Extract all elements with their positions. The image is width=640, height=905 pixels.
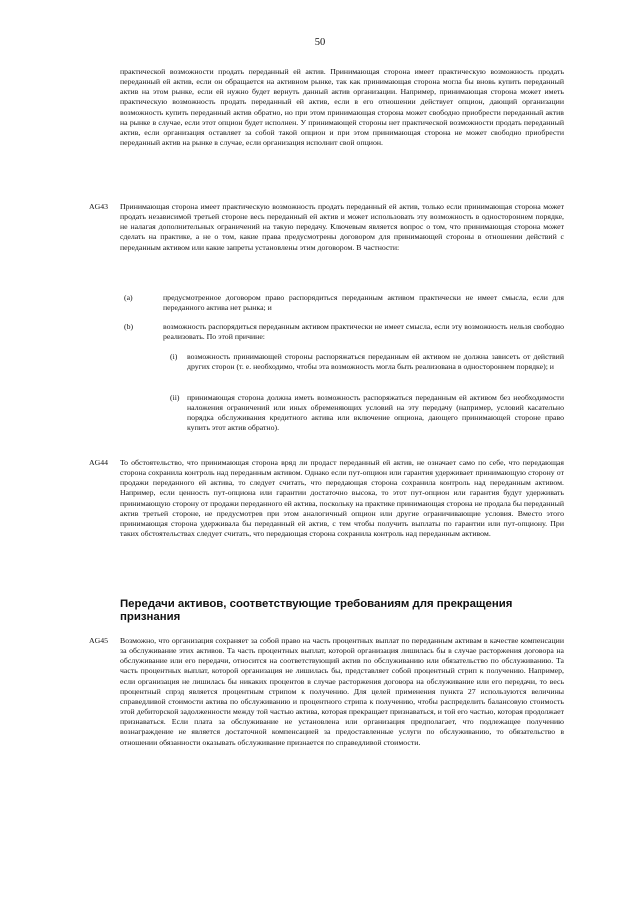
- sublist-item-ii: принимающая сторона должна иметь возможность распоряжаться переданным ей активом без необходимости наложения ограничений или иных обременяющих условий на эту передачу (например, условий касательно порядка обслуживания кредитного актива или включение опциона, дающего принимающей стороне право купить этот актив обратно).: [187, 393, 564, 433]
- sublist-marker-i: (i): [170, 352, 178, 361]
- paragraph-id-ag43: AG43: [89, 202, 109, 211]
- list-item-b: возможность распорядиться переданным активом практически не имеет смысла, если эту возможность нельзя свободно реализовать. По этой причине:: [163, 322, 564, 342]
- paragraph-id-ag45: AG45: [89, 636, 109, 645]
- paragraph-ag43: Принимающая сторона имеет практическую возможность продать переданный ей актив, только если принимающая сторона может продать независимой третьей стороне весь переданный ей актив и может использовать эту возможность в одностороннем порядке, не налагая дополнительных ограничений на такую передачу. Ключевым является вопрос о том, что принимающая сторона может сделать на практике, а не о том, какие права предусмотрены договором для принимающей стороны в отношении действий с переданным активом или какие запреты установлены этим договором. В частности:: [120, 202, 564, 252]
- sublist-marker-ii: (ii): [170, 393, 180, 402]
- sublist-item-i: возможность принимающей стороны распоряжаться переданным ей активом не должна зависеть от действий других сторон (т. е. необходимо, чтобы эта возможность могла быть реализована в одностороннем порядке); и: [187, 352, 564, 372]
- page-number: 50: [314, 37, 326, 48]
- paragraph-ag45: Возможно, что организация сохраняет за собой право на часть процентных выплат по переданным активам в качестве компенсации за обслуживание этих активов. Та часть процентных выплат, которой организация лишилась бы в случае расторжения договора на обслуживание или его передачи, относится на соответствующий актив по обслуживанию или обязательство по обслуживанию. Та часть процентных выплат, которой организация не лишилась бы, представляет собой процентный стрип к получению. Например, если организация не лишилась бы никаких процентов в случае расторжения договора на обслуживание или его передачи, то весь процентный спрэд является процентным стрипом к получению. Для целей применения пункта 27 используются величины справедливой стоимости актива по обслуживанию и процентного стрипа к получению, чтобы распределить балансовую стоимость этой дебиторской задолженности между той частью актива, которая прекращает признаваться, и той его частью, которая продолжает признаваться. Если плата за обслуживание не установлена или организация предполагает, что подлежащее получению вознаграждение не является достаточной компенсацией за предоставленные услуги по обслуживанию, то обязательство в отношении обязанности оказывать обслуживание признается по справедливой стоимости.: [120, 636, 564, 747]
- paragraph-ag44: То обстоятельство, что принимающая сторона вряд ли продаст переданный ей актив, не означает само по себе, что передающая сторона сохранила контроль над переданным активом. Однако если пут-опцион или гарантия удерживает принимающую сторону от продажи переданного ей актива, то следует считать, что передающая сторона сохранила контроль над переданным активом. Например, если ценность пут-опциона или гарантии достаточно высока, то этот пут-опцион или гарантия будут удерживать принимающую сторону от продажи переданного ей актива, поскольку на практике принимающая сторона не продала бы переданный актив третьей стороне, не предусмотрев при этом аналогичный опцион или другие ограничивающие условия. Вместо этого принимающая сторона удерживала бы переданный ей актив, с тем чтобы получить выплаты по гарантии или пут-опциону. При таких обстоятельствах следует считать, что передающая сторона сохранила контроль над переданным активом.: [120, 458, 564, 539]
- intro-paragraph: практической возможности продать переданный ей актив. Принимающая сторона имеет практическую возможность продать переданный ей актив, если он обращается на активном рынке, так как принимающая сторона могла бы вновь купить переданный актив на этом рынке, если ей нужно будет вернуть данный актив организации. Например, принимающая сторона может иметь практическую возможность продать переданный ей актив, если в его отношении действует опцион, дающий организации возможность купить переданный актив обратно, но при этом принимающая сторона может свободно приобрести переданный актив на рынке в случае, если этот опцион будет исполнен. У принимающей стороны нет практической возможности продать переданный актив, если организация оставляет за собой такой опцион и при этом принимающая сторона не может свободно приобрести переданный актив на рынке в случае, если организация исполнит свой опцион.: [120, 67, 564, 148]
- list-marker-a: (a): [124, 293, 133, 302]
- paragraph-id-ag44: AG44: [89, 458, 109, 467]
- list-item-a: предусмотренное договором право распорядиться переданным активом практически не имеет смысла, если для переданного актива нет рынка; и: [163, 293, 564, 313]
- list-marker-b: (b): [124, 322, 134, 331]
- section-heading: Передачи активов, соответствующие требованиям для прекращения признания: [120, 598, 513, 624]
